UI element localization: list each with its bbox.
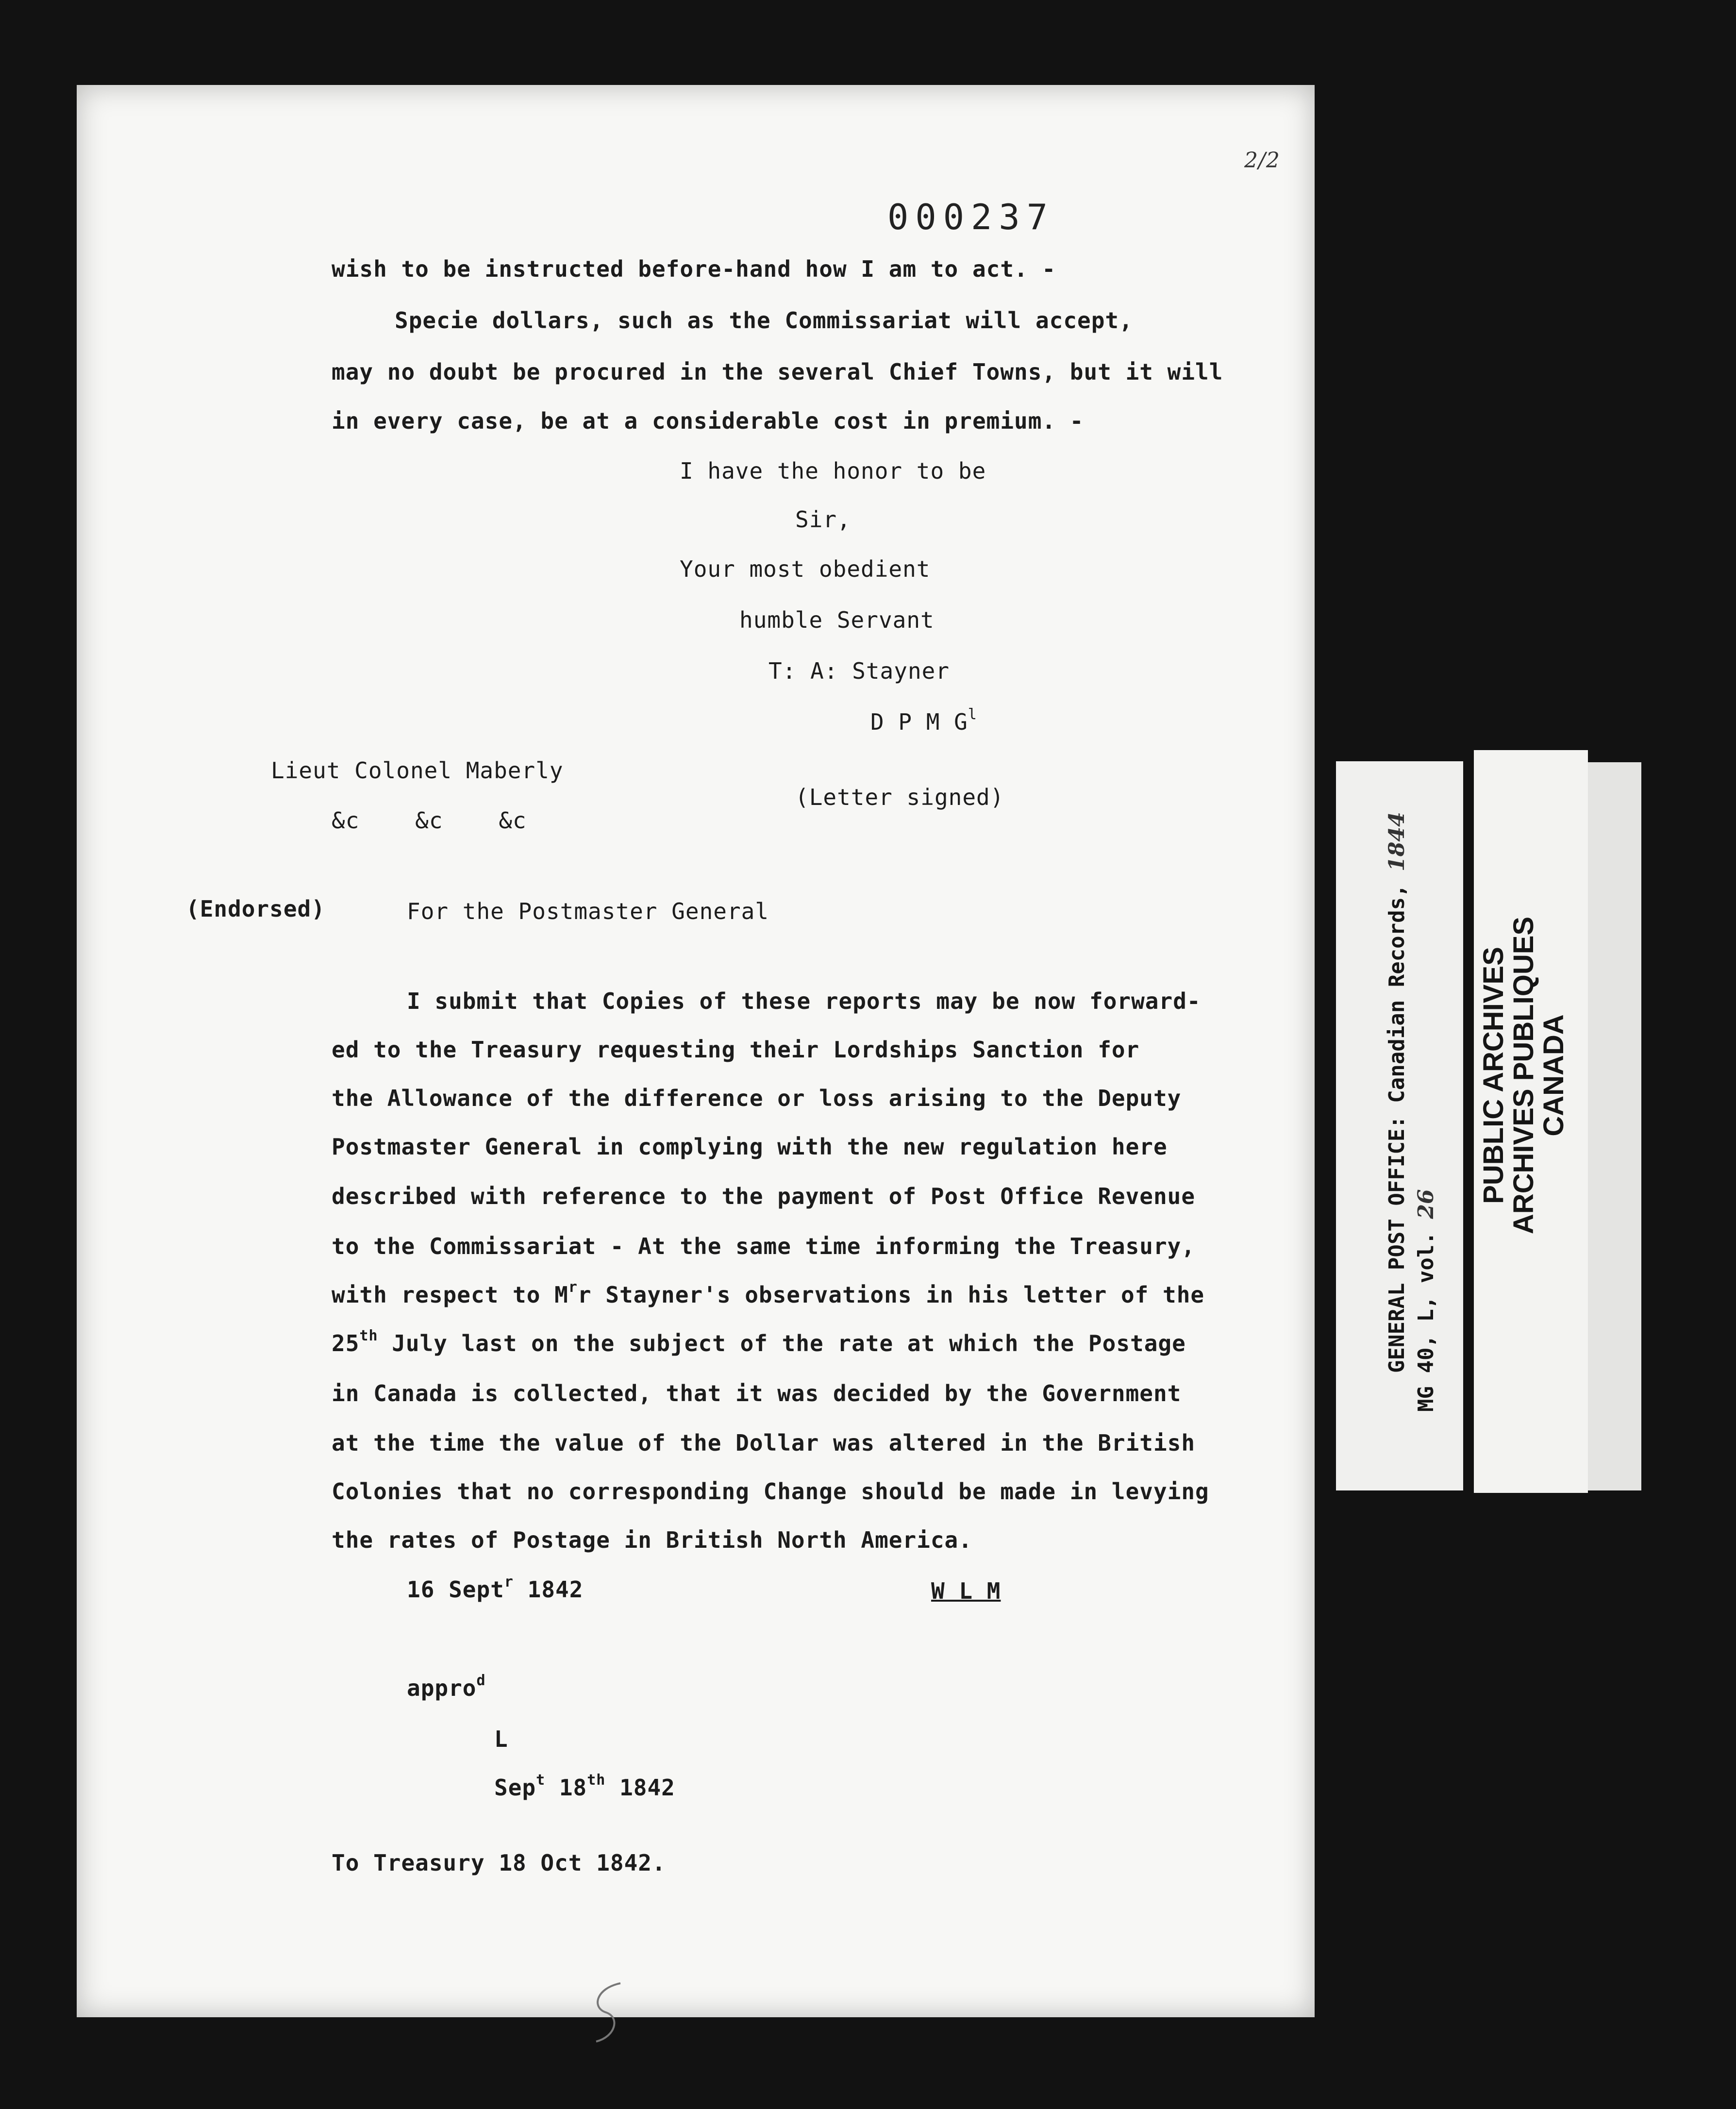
document-number: 000237 (887, 197, 1055, 237)
endorsement-initials: W L M (931, 1578, 1001, 1604)
endorsement-line: Postmaster General in complying with the new regulation here (332, 1134, 1168, 1160)
approved: appro$^d$ (407, 1672, 486, 1701)
letter-signed-note: (Letter signed) (795, 784, 1004, 810)
archive-reference-line1: GENERAL POST OFFICE: Canadian Records, 1844 (1385, 812, 1409, 1373)
treasury-note: To Treasury 18 Oct 1842. (332, 1850, 666, 1876)
archive-reference-line2: MG 40, L, vol. 26 (1414, 1189, 1438, 1412)
public-archives-stamp-text: PUBLIC ARCHIVES ARCHIVES PUBLIQUES CANADA (1478, 916, 1569, 1235)
endorsed-label: (Endorsed) (186, 896, 325, 922)
archive-reference-label (1336, 761, 1463, 1490)
closing-sir: Sir, (795, 506, 851, 533)
endorsement-date: 16 Sept$^r$ 1842 (407, 1573, 584, 1603)
letter-line: in every case, be at a considerable cost in premium. - (332, 408, 1084, 434)
approved-date: Sep$^t$ 18th 1842 (494, 1772, 675, 1801)
endorsement-heading: For the Postmaster General (407, 898, 769, 924)
closing-servant: humble Servant (739, 607, 935, 633)
endorsement-line: 25th July last on the subject of the rate at which the Postage (332, 1327, 1186, 1356)
endorsement-line: at the time the value of the Dollar was altered in the British (332, 1430, 1196, 1456)
addressee-name: Lieut Colonel Maberly (271, 757, 564, 784)
folio-note: 2/2 (1244, 148, 1280, 173)
endorsement-line: the rates of Postage in British North America. (332, 1527, 972, 1553)
pencil-mark (586, 1978, 630, 2046)
approved-initial: L (494, 1726, 508, 1752)
signatory-title: D P M $G^l$ (870, 706, 977, 735)
endorsement-line: Colonies that no corresponding Change should be made in levying (332, 1478, 1209, 1505)
endorsement-line: described with reference to the payment of Post Office Revenue (332, 1183, 1196, 1209)
closing-honor: I have the honor to be (680, 458, 986, 484)
endorsement-line: ed to the Treasury requesting their Lordships Sanction for (332, 1037, 1140, 1063)
letter-line: wish to be instructed before-hand how I am to act. - (332, 256, 1056, 282)
closing-obedient: Your most obedient (680, 556, 931, 582)
letter-line: may no doubt be procured in the several Chief Towns, but it will (332, 359, 1223, 385)
endorsement-line: the Allowance of the difference or loss arising to the Deputy (332, 1085, 1182, 1111)
document-page (77, 85, 1315, 2017)
signature: T: A: Stayner (768, 658, 950, 684)
endorsement-line: in Canada is collected, that it was decided by the Government (332, 1380, 1182, 1406)
addressee-etc: &c &c &c (332, 807, 527, 834)
label-edge (1588, 762, 1641, 1490)
endorsement-line: to the Commissariat - At the same time informing the Treasury, (332, 1233, 1196, 1259)
endorsement-line: with respect to $M^rr$ Stayner's observations in his letter of the (332, 1279, 1205, 1308)
endorsement-line: I submit that Copies of these reports may be now forward- (407, 988, 1201, 1014)
letter-line: Specie dollars, such as the Commissariat will accept, (395, 307, 1133, 334)
public-archives-stamp (1474, 750, 1588, 1493)
